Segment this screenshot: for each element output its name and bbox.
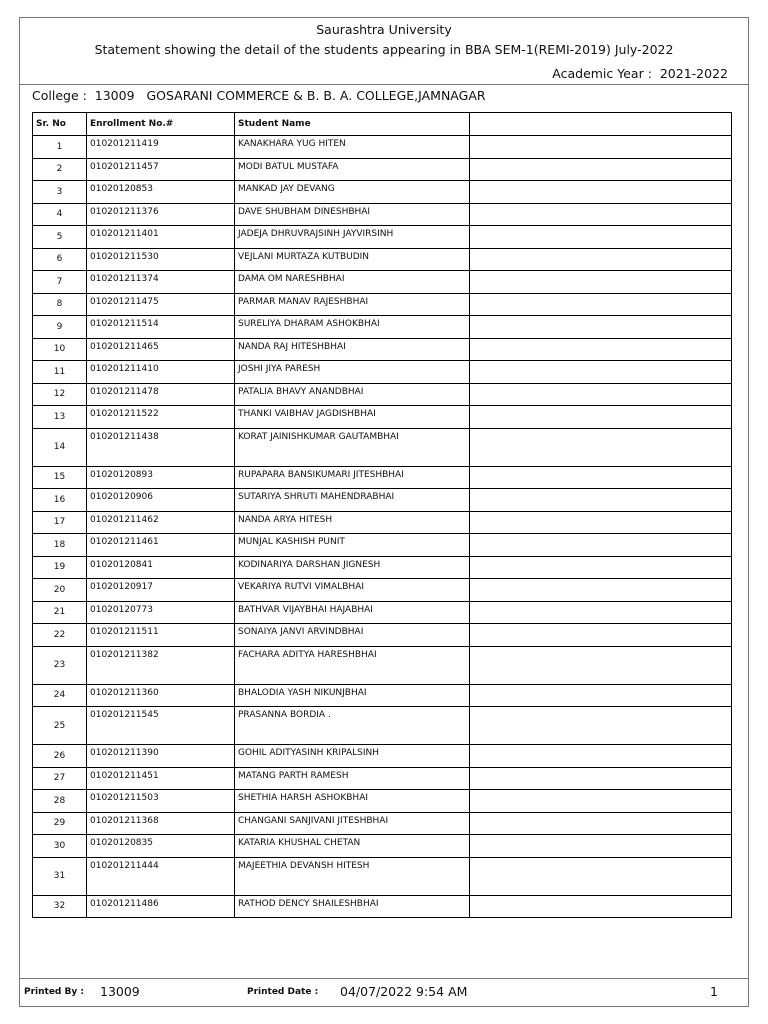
student-name-cell: GOHIL ADITYASINH KRIPALSINH — [235, 745, 470, 768]
blank-cell — [470, 226, 732, 249]
enrollment-cell: 010201211438 — [87, 428, 235, 466]
student-name-cell: DAMA OM NARESHBHAI — [235, 271, 470, 294]
sr-no-cell: 24 — [33, 684, 87, 707]
student-name-cell: RUPAPARA BANSIKUMARI JITESHBHAI — [235, 466, 470, 489]
printed-by-value: 13009 — [100, 984, 140, 999]
enrollment-cell: 010201211444 — [87, 857, 235, 895]
printed-date-label: Printed Date : — [247, 987, 319, 997]
student-name-cell: MATANG PARTH RAMESH — [235, 767, 470, 790]
enrollment-cell: 010201211382 — [87, 646, 235, 684]
sr-no-cell: 7 — [33, 271, 87, 294]
blank-cell — [470, 601, 732, 624]
printed-by-label: Printed By : — [24, 987, 84, 997]
sr-no-cell: 1 — [33, 136, 87, 159]
enrollment-cell: 01020120853 — [87, 181, 235, 204]
table-row — [33, 767, 732, 790]
table-row — [33, 293, 732, 316]
blank-cell — [470, 579, 732, 602]
blank-cell — [470, 624, 732, 647]
student-name-cell: PATALIA BHAVY ANANDBHAI — [235, 383, 470, 406]
table-row — [33, 181, 732, 204]
sr-no-cell: 3 — [33, 181, 87, 204]
student-name-cell: KODINARIYA DARSHAN JIGNESH — [235, 556, 470, 579]
table-row — [33, 857, 732, 895]
enrollment-cell: 010201211530 — [87, 248, 235, 271]
table-row — [33, 361, 732, 384]
enrollment-cell: 01020120841 — [87, 556, 235, 579]
table-row — [33, 316, 732, 339]
student-name-cell: FACHARA ADITYA HARESHBHAI — [235, 646, 470, 684]
blank-cell — [470, 835, 732, 858]
table-row — [33, 790, 732, 813]
table-row — [33, 158, 732, 181]
column-header-sr-no: Sr. No — [33, 113, 87, 136]
sr-no-cell: 28 — [33, 790, 87, 813]
student-name-cell: CHANGANI SANJIVANI JITESHBHAI — [235, 812, 470, 835]
column-header-enrollment: Enrollment No.# — [87, 113, 235, 136]
student-name-cell: SHETHIA HARSH ASHOKBHAI — [235, 790, 470, 813]
enrollment-cell: 010201211451 — [87, 767, 235, 790]
column-header-student-name: Student Name — [235, 113, 470, 136]
enrollment-cell: 01020120835 — [87, 835, 235, 858]
blank-cell — [470, 361, 732, 384]
blank-cell — [470, 646, 732, 684]
student-name-cell: PARMAR MANAV RAJESHBHAI — [235, 293, 470, 316]
table-row — [33, 136, 732, 159]
table-row — [33, 707, 732, 745]
sr-no-cell: 17 — [33, 511, 87, 534]
student-name-cell: JADEJA DHRUVRAJSINH JAYVIRSINH — [235, 226, 470, 249]
blank-cell — [470, 338, 732, 361]
table-row — [33, 511, 732, 534]
blank-cell — [470, 316, 732, 339]
student-name-cell: BHALODIA YASH NIKUNJBHAI — [235, 684, 470, 707]
enrollment-cell: 010201211401 — [87, 226, 235, 249]
enrollment-cell: 010201211486 — [87, 895, 235, 918]
report-footer-box — [19, 978, 749, 1007]
student-name-cell: RATHOD DENCY SHAILESHBHAI — [235, 895, 470, 918]
sr-no-cell: 25 — [33, 707, 87, 745]
blank-cell — [470, 895, 732, 918]
table-row — [33, 835, 732, 858]
student-name-cell: NANDA ARYA HITESH — [235, 511, 470, 534]
table-row — [33, 601, 732, 624]
sr-no-cell: 14 — [33, 428, 87, 466]
enrollment-cell: 010201211503 — [87, 790, 235, 813]
sr-no-cell: 20 — [33, 579, 87, 602]
column-header-blank — [470, 113, 732, 136]
sr-no-cell: 12 — [33, 383, 87, 406]
page-number: 1 — [710, 984, 718, 999]
blank-cell — [470, 812, 732, 835]
blank-cell — [470, 181, 732, 204]
table-row — [33, 338, 732, 361]
student-name-cell: MODI BATUL MUSTAFA — [235, 158, 470, 181]
table-body — [33, 136, 732, 918]
enrollment-cell: 01020120917 — [87, 579, 235, 602]
enrollment-cell: 010201211368 — [87, 812, 235, 835]
table-header-row — [33, 113, 732, 136]
student-table — [32, 112, 732, 918]
sr-no-cell: 21 — [33, 601, 87, 624]
blank-cell — [470, 767, 732, 790]
college-label: College : — [32, 88, 87, 103]
enrollment-cell: 010201211457 — [87, 158, 235, 181]
enrollment-cell: 010201211410 — [87, 361, 235, 384]
table-row — [33, 556, 732, 579]
enrollment-cell: 010201211511 — [87, 624, 235, 647]
table-row — [33, 534, 732, 557]
enrollment-cell: 010201211374 — [87, 271, 235, 294]
enrollment-cell: 01020120773 — [87, 601, 235, 624]
academic-year-label: Academic Year : — [552, 66, 652, 81]
student-name-cell: NANDA RAJ HITESHBHAI — [235, 338, 470, 361]
table-row — [33, 383, 732, 406]
student-name-cell: SONAIYA JANVI ARVINDBHAI — [235, 624, 470, 647]
sr-no-cell: 18 — [33, 534, 87, 557]
table-row — [33, 646, 732, 684]
blank-cell — [470, 556, 732, 579]
student-name-cell: VEJLANI MURTAZA KUTBUDIN — [235, 248, 470, 271]
enrollment-cell: 010201211360 — [87, 684, 235, 707]
table-row — [33, 271, 732, 294]
sr-no-cell: 5 — [33, 226, 87, 249]
sr-no-cell: 16 — [33, 489, 87, 512]
enrollment-cell: 010201211514 — [87, 316, 235, 339]
student-name-cell: THANKI VAIBHAV JAGDISHBHAI — [235, 406, 470, 429]
student-name-cell: JOSHI JIYA PARESH — [235, 361, 470, 384]
college-code: 13009 — [94, 88, 135, 103]
student-name-cell: MAJEETHIA DEVANSH HITESH — [235, 857, 470, 895]
sr-no-cell: 19 — [33, 556, 87, 579]
sr-no-cell: 4 — [33, 203, 87, 226]
table-row — [33, 745, 732, 768]
sr-no-cell: 26 — [33, 745, 87, 768]
academic-year-value: 2021-2022 — [659, 66, 728, 81]
table-row — [33, 428, 732, 466]
sr-no-cell: 8 — [33, 293, 87, 316]
sr-no-cell: 23 — [33, 646, 87, 684]
college-line — [32, 88, 486, 103]
page-border-right — [748, 85, 749, 978]
student-name-cell: BATHVAR VIJAYBHAI HAJABHAI — [235, 601, 470, 624]
blank-cell — [470, 203, 732, 226]
blank-cell — [470, 428, 732, 466]
blank-cell — [470, 511, 732, 534]
blank-cell — [470, 406, 732, 429]
enrollment-cell: 010201211419 — [87, 136, 235, 159]
blank-cell — [470, 857, 732, 895]
blank-cell — [470, 745, 732, 768]
student-name-cell: VEKARIYA RUTVI VIMALBHAI — [235, 579, 470, 602]
blank-cell — [470, 684, 732, 707]
student-name-cell: KORAT JAINISHKUMAR GAUTAMBHAI — [235, 428, 470, 466]
student-name-cell: PRASANNA BORDIA . — [235, 707, 470, 745]
student-name-cell: SUTARIYA SHRUTI MAHENDRABHAI — [235, 489, 470, 512]
table-row — [33, 466, 732, 489]
student-name-cell: KATARIA KHUSHAL CHETAN — [235, 835, 470, 858]
student-name-cell: KANAKHARA YUG HITEN — [235, 136, 470, 159]
blank-cell — [470, 466, 732, 489]
sr-no-cell: 2 — [33, 158, 87, 181]
sr-no-cell: 11 — [33, 361, 87, 384]
table-row — [33, 812, 732, 835]
sr-no-cell: 9 — [33, 316, 87, 339]
table-row — [33, 248, 732, 271]
table-row — [33, 203, 732, 226]
printed-date-value: 04/07/2022 9:54 AM — [340, 984, 468, 999]
sr-no-cell: 30 — [33, 835, 87, 858]
enrollment-cell: 010201211376 — [87, 203, 235, 226]
enrollment-cell: 010201211475 — [87, 293, 235, 316]
blank-cell — [470, 136, 732, 159]
page-border-left — [19, 85, 20, 978]
enrollment-cell: 010201211390 — [87, 745, 235, 768]
sr-no-cell: 13 — [33, 406, 87, 429]
enrollment-cell: 01020120893 — [87, 466, 235, 489]
student-name-cell: MANKAD JAY DEVANG — [235, 181, 470, 204]
blank-cell — [470, 158, 732, 181]
blank-cell — [470, 707, 732, 745]
sr-no-cell: 27 — [33, 767, 87, 790]
college-name: GOSARANI COMMERCE & B. B. A. COLLEGE,JAMNAGAR — [146, 88, 486, 103]
table-row — [33, 684, 732, 707]
enrollment-cell: 010201211461 — [87, 534, 235, 557]
report-header-box — [19, 17, 749, 85]
sr-no-cell: 15 — [33, 466, 87, 489]
blank-cell — [470, 790, 732, 813]
enrollment-cell: 010201211545 — [87, 707, 235, 745]
university-name: Saurashtra University — [316, 22, 452, 37]
sr-no-cell: 29 — [33, 812, 87, 835]
table-row — [33, 895, 732, 918]
enrollment-cell: 010201211462 — [87, 511, 235, 534]
academic-year — [552, 66, 728, 81]
student-name-cell: MUNJAL KASHISH PUNIT — [235, 534, 470, 557]
enrollment-cell: 01020120906 — [87, 489, 235, 512]
student-name-cell: DAVE SHUBHAM DINESHBHAI — [235, 203, 470, 226]
table-row — [33, 579, 732, 602]
blank-cell — [470, 534, 732, 557]
enrollment-cell: 010201211522 — [87, 406, 235, 429]
table-row — [33, 406, 732, 429]
blank-cell — [470, 293, 732, 316]
sr-no-cell: 6 — [33, 248, 87, 271]
sr-no-cell: 10 — [33, 338, 87, 361]
blank-cell — [470, 271, 732, 294]
sr-no-cell: 32 — [33, 895, 87, 918]
student-name-cell: SURELIYA DHARAM ASHOKBHAI — [235, 316, 470, 339]
table-row — [33, 226, 732, 249]
blank-cell — [470, 489, 732, 512]
sr-no-cell: 22 — [33, 624, 87, 647]
sr-no-cell: 31 — [33, 857, 87, 895]
blank-cell — [470, 383, 732, 406]
enrollment-cell: 010201211465 — [87, 338, 235, 361]
blank-cell — [470, 248, 732, 271]
table-row — [33, 489, 732, 512]
table-row — [33, 624, 732, 647]
enrollment-cell: 010201211478 — [87, 383, 235, 406]
report-title: Statement showing the detail of the students appearing in BBA SEM-1(REMI-2019) July-2022 — [94, 42, 674, 57]
